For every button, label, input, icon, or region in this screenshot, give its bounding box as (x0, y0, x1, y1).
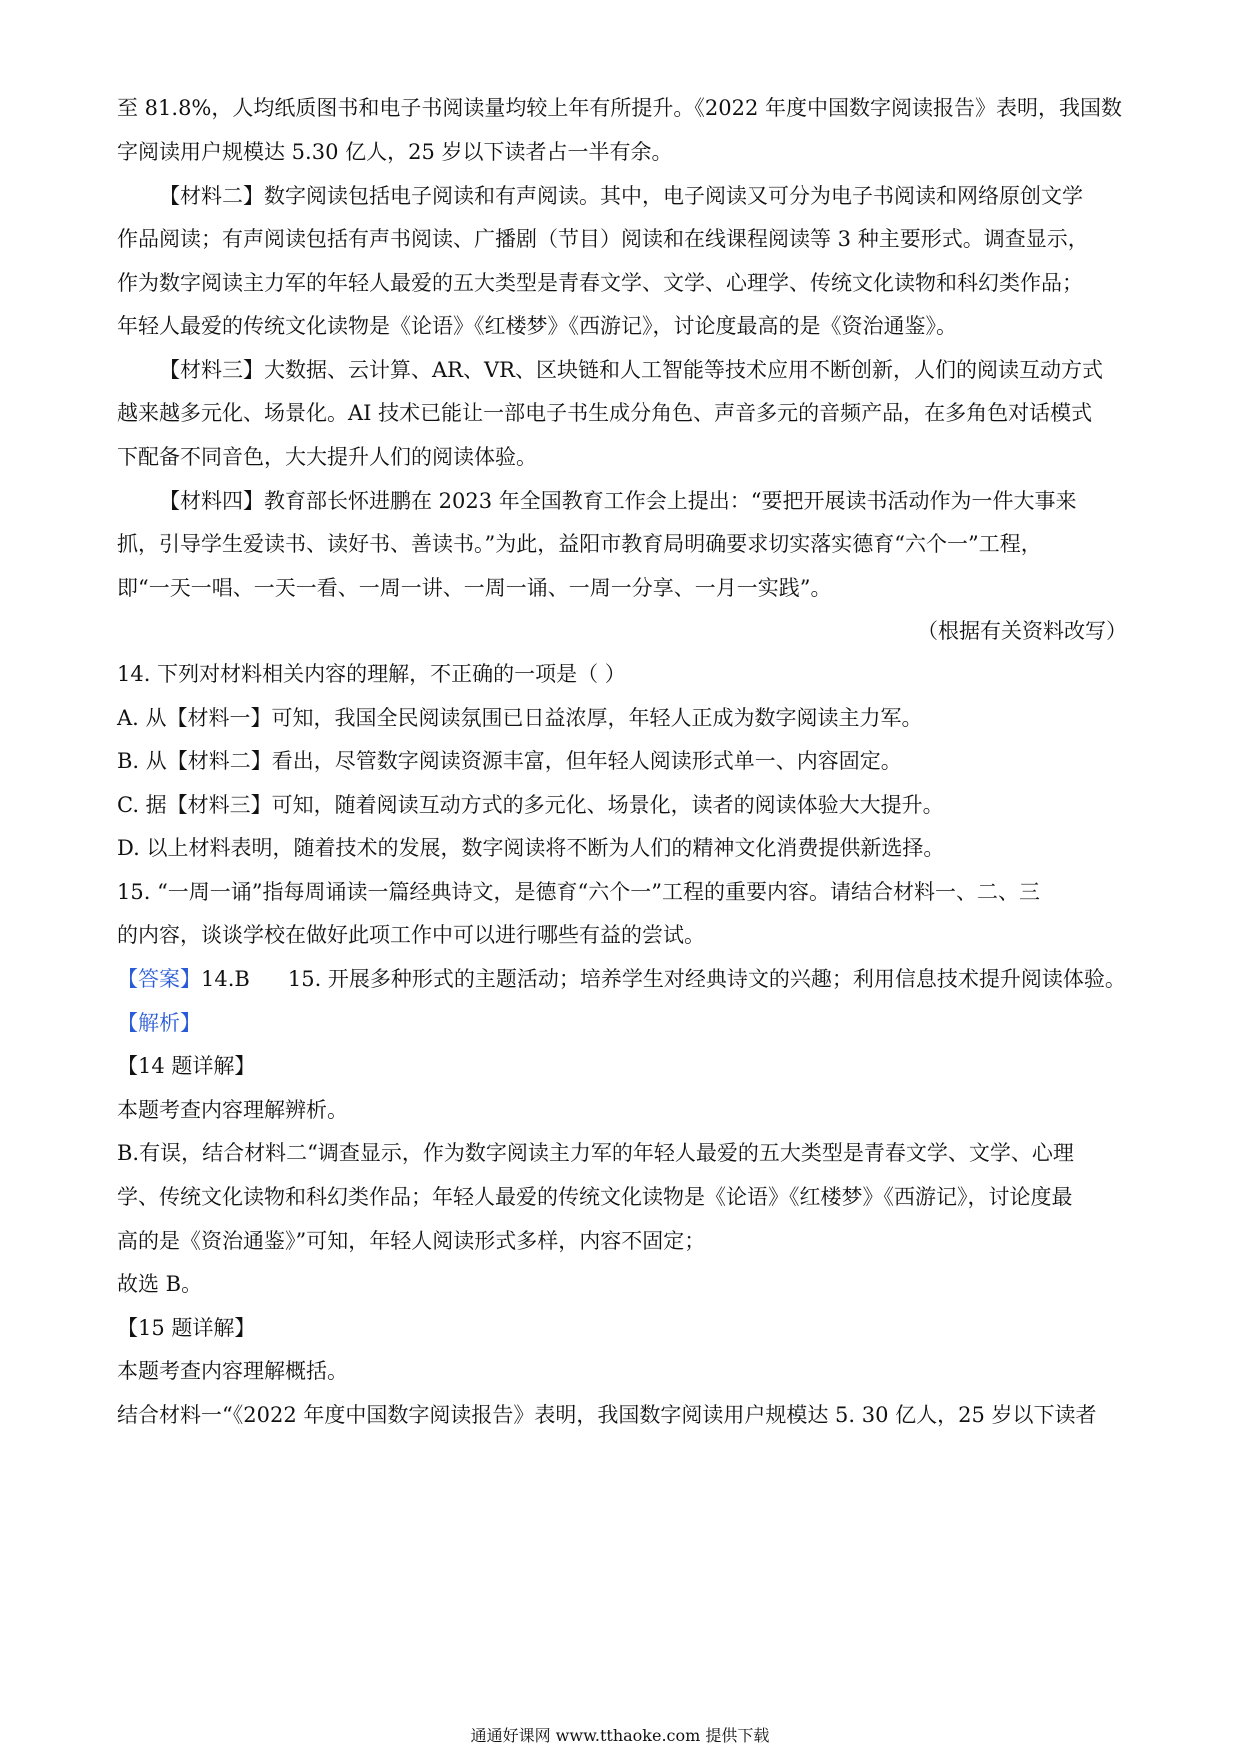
analysis-label: 【解析】 (117, 1011, 201, 1035)
material2-line-2: 作品阅读；有声阅读包括有声书阅读、广播剧（节目）阅读和在线课程阅读等 3 种主要形式。调查显示， (117, 227, 1089, 251)
page-footer: 通通好课网 www.tthaoke.com 提供下载 (470, 1726, 770, 1745)
q14-analysis-line-1: 本题考查内容理解辨析。 (117, 1098, 348, 1122)
q14-analysis-line-5: 故选 B。 (117, 1272, 203, 1296)
q14-option-a: A. 从【材料一】可知，我国全民阅读氛围已日益浓厚，年轻人正成为数字阅读主力军。 (117, 706, 923, 730)
q15-analysis-line-1: 本题考查内容理解概括。 (117, 1359, 348, 1383)
material3-line-1: 【材料三】大数据、云计算、AR、VR、区块链和人工智能等技术应用不断创新，人们的阅读互动方式 (159, 358, 1103, 382)
q14-option-c: C. 据【材料三】可知，随着阅读互动方式的多元化、场景化，读者的阅读体验大大提升。 (117, 793, 944, 817)
material3-line-2: 越来越多元化、场景化。AI 技术已能让一部电子书生成分角色、声音多元的音频产品，在多角色对话模式 (117, 401, 1093, 425)
material4-line-3: 即“一天一唱、一天一看、一周一讲、一周一诵、一周一分享、一月一实践”。 (117, 576, 832, 600)
q14-analysis-heading: 【14 题详解】 (117, 1054, 256, 1078)
q15-line-2: 的内容，谈谈学校在做好此项工作中可以进行哪些有益的尝试。 (117, 923, 705, 947)
material2-line-3: 作为数字阅读主力军的年轻人最爱的五大类型是青春文学、文学、心理学、传统文化读物和科幻类作品； (117, 271, 1083, 295)
answer-line (117, 964, 1126, 994)
answer-label: 【答案】 (117, 967, 201, 991)
q14-analysis-line-3: 学、传统文化读物和科幻类作品；年轻人最爱的传统文化读物是《论语》《红楼梦》《西游记》，讨论度最 (117, 1185, 1073, 1209)
material4-line-2: 抓，引导学生爱读书、读好书、善读书。”为此，益阳市教育局明确要求切实落实德育“六个一”工程， (117, 532, 1042, 556)
q15-analysis-heading: 【15 题详解】 (117, 1316, 256, 1340)
q15-analysis-line-2: 结合材料一“《2022 年度中国数字阅读报告》表明，我国数字阅读用户规模达 5. 30 亿人，25 岁以下读者 (117, 1403, 1097, 1427)
q14-analysis-line-4: 高的是《资治通鉴》”可知，年轻人阅读形式多样，内容不固定； (117, 1229, 706, 1253)
q14-stem: 14. 下列对材料相关内容的理解，不正确的一项是（ ） (117, 662, 626, 686)
material1-line-2: 字阅读用户规模达 5.30 亿人，25 岁以下读者占一半有余。 (117, 140, 673, 164)
q15-answer: 15. 开展多种形式的主题活动；培养学生对经典诗文的兴趣；利用信息技术提升阅读体验。 (287, 967, 1126, 991)
q14-answer: 14.B (201, 967, 250, 991)
material1-line-1: 至 81.8%，人均纸质图书和电子书阅读量均较上年有所提升。《2022 年度中国数字阅读报告》表明，我国数 (117, 96, 1123, 120)
material3-line-3: 下配备不同音色，大大提升人们的阅读体验。 (117, 445, 537, 469)
q14-option-b: B. 从【材料二】看出，尽管数字阅读资源丰富，但年轻人阅读形式单一、内容固定。 (117, 749, 902, 773)
material2-line-4: 年轻人最爱的传统文化读物是《论语》《红楼梦》《西游记》，讨论度最高的是《资治通鉴》。 (117, 314, 957, 338)
q15-line-1: 15. “一周一诵”指每周诵读一篇经典诗文，是德育“六个一”工程的重要内容。请结合材料一、二、三 (117, 880, 1041, 904)
q14-option-d: D. 以上材料表明，随着技术的发展，数字阅读将不断为人们的精神文化消费提供新选择。 (117, 836, 945, 860)
material2-line-1: 【材料二】数字阅读包括电子阅读和有声阅读。其中，电子阅读又可分为电子书阅读和网络原创文学 (159, 184, 1083, 208)
q14-analysis-line-2: B.有误，结合材料二“调查显示，作为数字阅读主力军的年轻人最爱的五大类型是青春文学、文学、心理 (117, 1141, 1074, 1165)
material4-line-1: 【材料四】教育部长怀进鹏在 2023 年全国教育工作会上提出：“要把开展读书活动作为一件大事来 (159, 489, 1077, 513)
source-note: （根据有关资料改写） (917, 619, 1127, 643)
